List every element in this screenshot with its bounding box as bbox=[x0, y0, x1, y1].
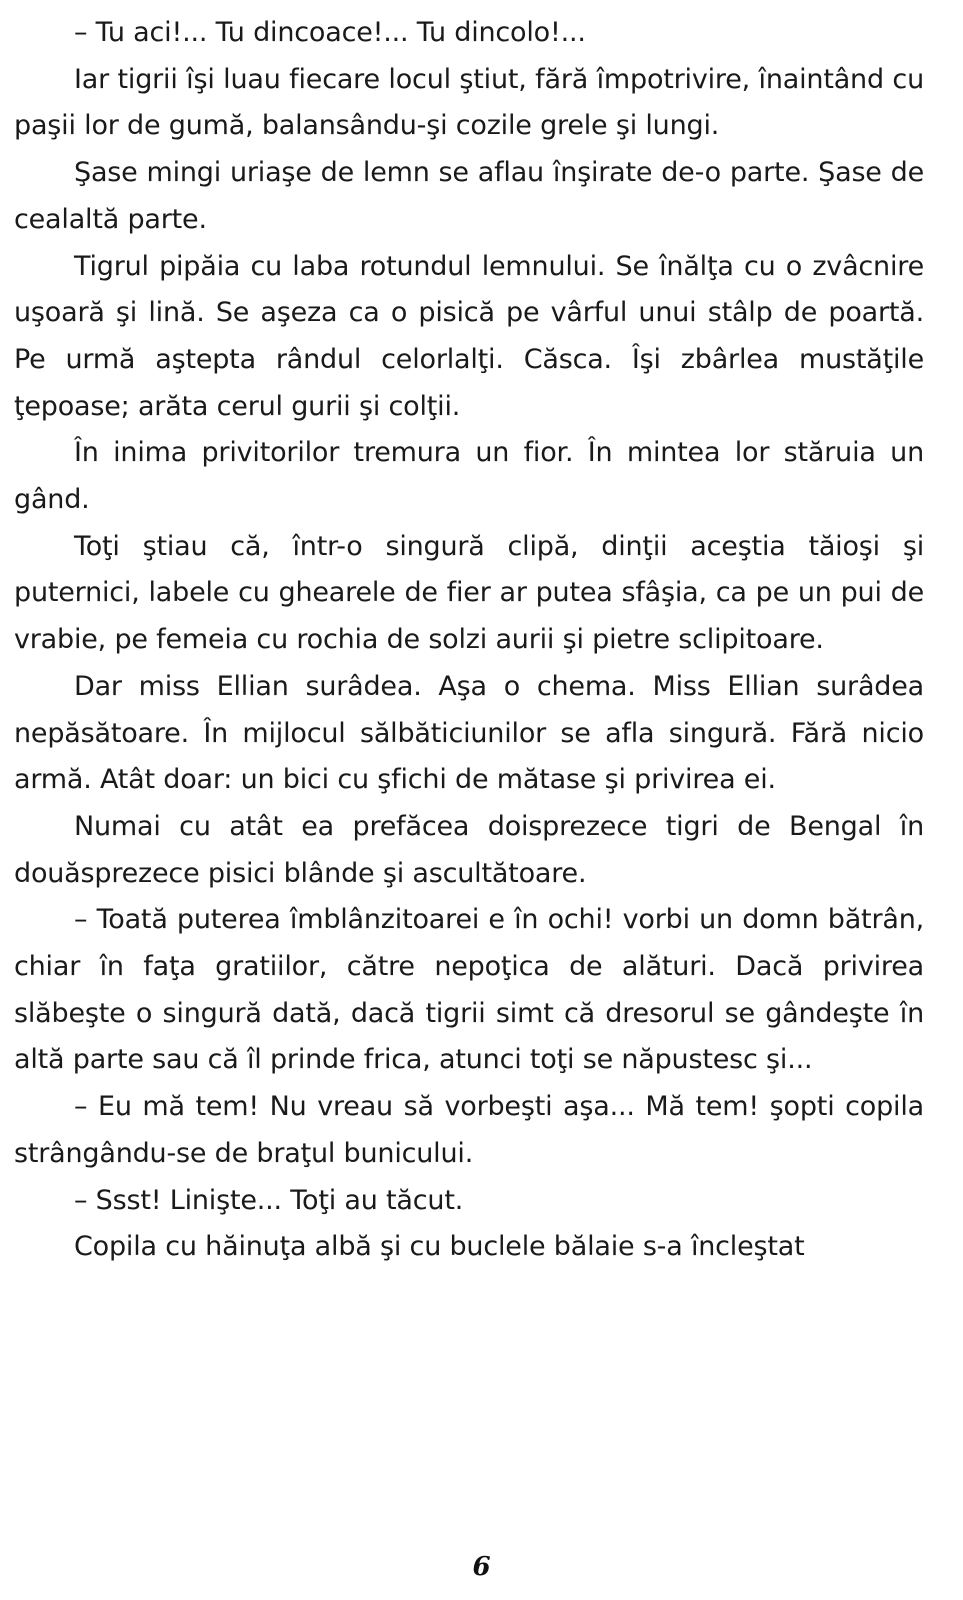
body-paragraph: În inima privitorilor tremura un fior. În mintea lor stăruia un gând. bbox=[14, 437, 924, 516]
body-paragraph: Numai cu atât ea prefăcea doisprezece tigri de Bengal în douăsprezece pisici blânde şi ascultătoare. bbox=[14, 810, 924, 889]
dialogue-paragraph: – Tu aci!... Tu dincoace!... Tu dincolo!... bbox=[74, 17, 586, 48]
body-paragraph: Toţi ştiau că, într-o singură clipă, dinţii aceştia tăioşi şi puternici, labele cu ghearele de fier ar putea sfâşia, ca pe un pui de vrabie, pe femeia cu rochia de solzi aurii şi pietre sclipitoare. bbox=[14, 530, 924, 656]
body-paragraph: Tigrul pipăia cu laba rotundul lemnului. Se înălţa cu o zvâcnire uşoară şi lină. Se aşeza ca o pisică pe vârful unui stâlp de poartă. Pe urmă aştepta rândul celorlalţi. Căsca. Îşi zbârlea mustăţile ţepoase; arăta cerul gurii şi colţii. bbox=[14, 250, 924, 422]
book-page-text bbox=[14, 10, 924, 1271]
body-paragraph: Copila cu hăinuţa albă şi cu buclele bălaie s-a încleştat bbox=[74, 1231, 805, 1263]
dialogue-paragraph: – Eu mă tem! Nu vreau să vorbeşti aşa... Mă tem! şopti copila strângându-se de braţul bunicului. bbox=[14, 1091, 924, 1169]
dialogue-paragraph: – Ssst! Linişte... Toţi au tăcut. bbox=[74, 1184, 464, 1216]
body-paragraph: Şase mingi uriaşe de lemn se aflau înşirate de-o parte. Şase de cealaltă parte. bbox=[14, 157, 924, 235]
body-paragraph: Dar miss Ellian surâdea. Aşa o chema. Miss Ellian surâdea nepăsătoare. În mijlocul sălbăticiunilor se afla singură. Fără nicio armă. Atât doar: un bici cu şfichi de mătase şi privirea ei. bbox=[14, 670, 924, 796]
page-number: 6 bbox=[472, 1552, 491, 1582]
body-paragraph: Iar tigrii îşi luau fiecare locul ştiut, fără împotrivire, înaintând cu paşii lor de gumă, balansându-şi cozile grele şi lungi. bbox=[14, 63, 924, 142]
dialogue-paragraph: – Toată puterea îmblânzitoarei e în ochi! vorbi un domn bătrân, chiar în faţa gratiilor, către nepoţica de alături. Dacă privirea slăbeşte o singură dată, dacă tigrii simt că dresorul se gândeşte în altă parte sau că îl prinde frica, atunci toţi se năpustesc şi... bbox=[14, 904, 924, 1076]
